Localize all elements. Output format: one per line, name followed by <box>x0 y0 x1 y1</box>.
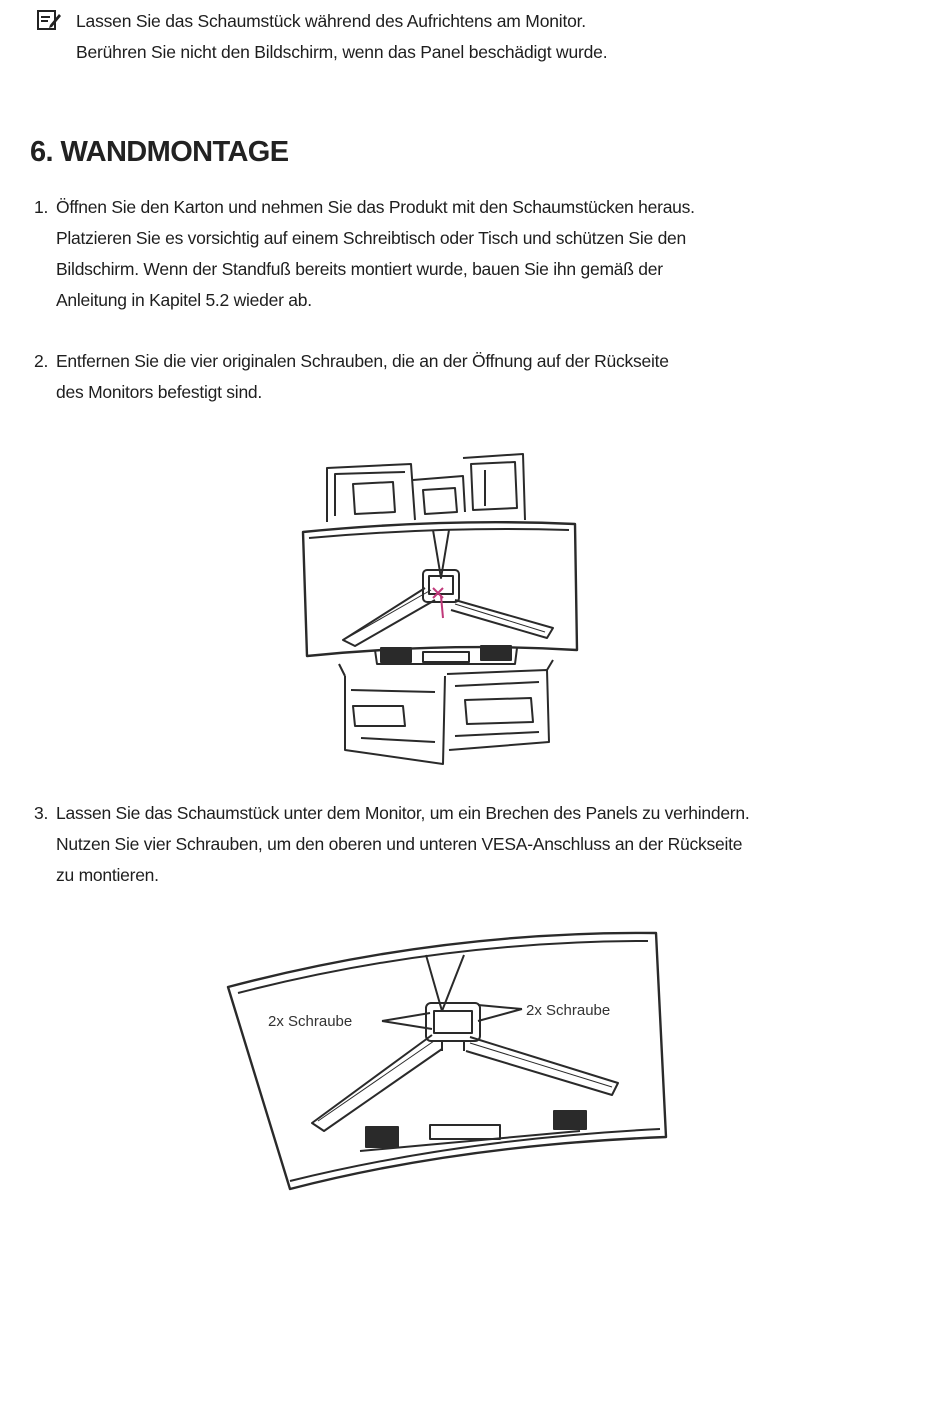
vesa-mount-illustration <box>220 925 680 1200</box>
step-line: Bildschirm. Wenn der Standfuß bereits montiert wurde, bauen Sie ihn gemäß der <box>56 259 663 279</box>
step-line: Nutzen Sie vier Schrauben, um den oberen und unteren VESA-Anschluss an der Rückseite <box>56 834 743 854</box>
step-line: zu montieren. <box>56 865 159 885</box>
monitor-in-foam-illustration <box>295 450 595 770</box>
section-title: 6. WANDMONTAGE <box>30 136 289 168</box>
note-edit-icon <box>36 8 62 32</box>
screw-label-left: 2x Schraube <box>268 1013 353 1030</box>
step-line: Öffnen Sie den Karton und nehmen Sie das Produkt mit den Schaumstücken heraus. <box>56 197 695 217</box>
step-line: Anleitung in Kapitel 5.2 wieder ab. <box>56 290 312 310</box>
screw-label-right: 2x Schraube <box>526 1002 611 1019</box>
step-line: Entfernen Sie die vier originalen Schrauben, die an der Öffnung auf der Rückseite <box>56 351 669 371</box>
figure-monitor-in-foam <box>295 450 595 770</box>
step-line: des Monitors befestigt sind. <box>56 382 263 402</box>
step-line: Lassen Sie das Schaumstück unter dem Monitor, um ein Brechen des Panels zu verhindern. <box>56 803 750 823</box>
step-number: 1. <box>34 197 49 217</box>
step-line: Platzieren Sie es vorsichtig auf einem Schreibtisch oder Tisch und schützen Sie den <box>56 228 687 248</box>
step-number: 2. <box>34 351 49 371</box>
note-line: Lassen Sie das Schaumstück während des Aufrichtens am Monitor. <box>76 11 586 31</box>
step-number: 3. <box>34 803 49 823</box>
note-text <box>76 6 607 68</box>
note-line: Berühren Sie nicht den Bildschirm, wenn das Panel beschädigt wurde. <box>76 42 608 62</box>
figure-vesa-mount <box>220 925 680 1200</box>
